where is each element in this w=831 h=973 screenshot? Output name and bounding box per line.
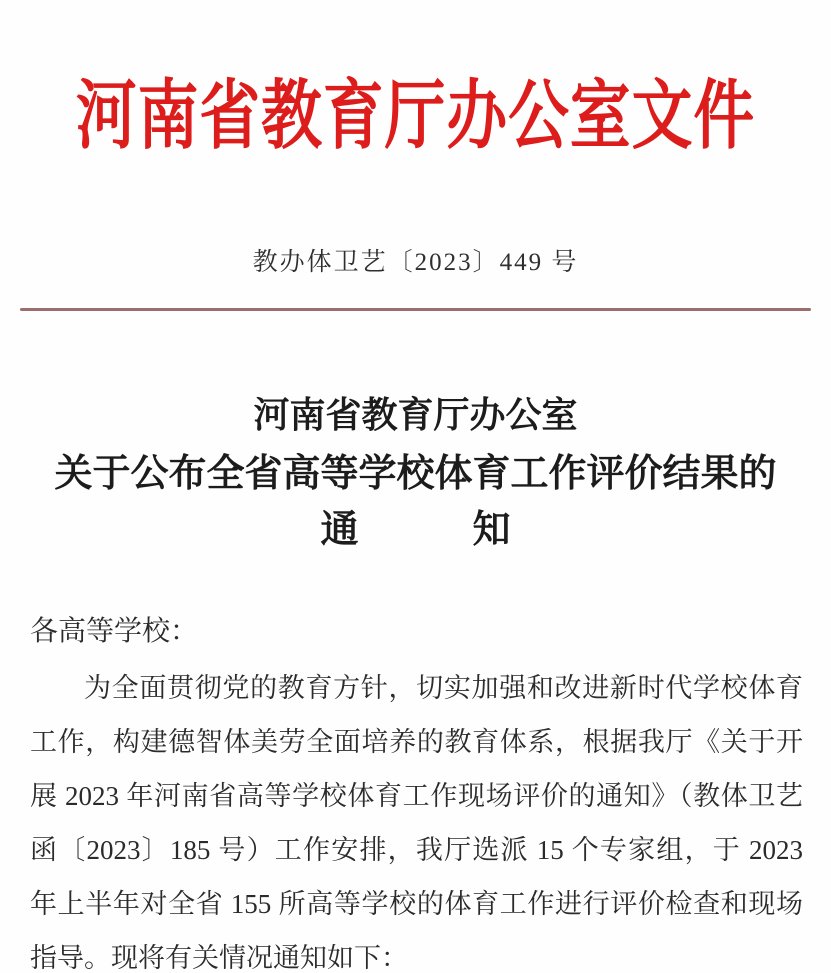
document-title-line-2: 关于公布全省高等学校体育工作评价结果的: [54, 453, 777, 496]
body-line: 年上半年对全省 155 所高等学校的体育工作进行评价检查和现场: [30, 889, 803, 920]
body-line: 展 2023 年河南省高等学校体育工作现场评价的通知》（教体卫艺: [30, 781, 803, 812]
body-paragraph: [30, 661, 803, 973]
document-title: [0, 395, 831, 552]
body-line: 指导。现将有关情况通知如下：: [30, 943, 408, 973]
header-divider-line: [20, 308, 811, 311]
document-title-line-3: 通 知: [320, 509, 511, 552]
body-line: 工作，构建德智体美劳全面培养的教育体系，根据我厅《关于开: [30, 727, 803, 758]
body-line: 函〔2023〕185 号）工作安排，我厅选派 15 个专家组，于 2023: [30, 835, 803, 866]
body-line: 为全面贯彻党的教育方针，切实加强和改进新时代学校体育: [84, 673, 803, 704]
document-body: [0, 613, 831, 973]
document-number: 教办体卫艺〔2023〕449 号: [252, 249, 579, 277]
salutation: 各高等学校：: [30, 616, 199, 648]
document-title-line-1: 河南省教育厅办公室: [253, 395, 578, 436]
agency-header-title: 河南省教育厅办公室文件: [75, 75, 756, 159]
